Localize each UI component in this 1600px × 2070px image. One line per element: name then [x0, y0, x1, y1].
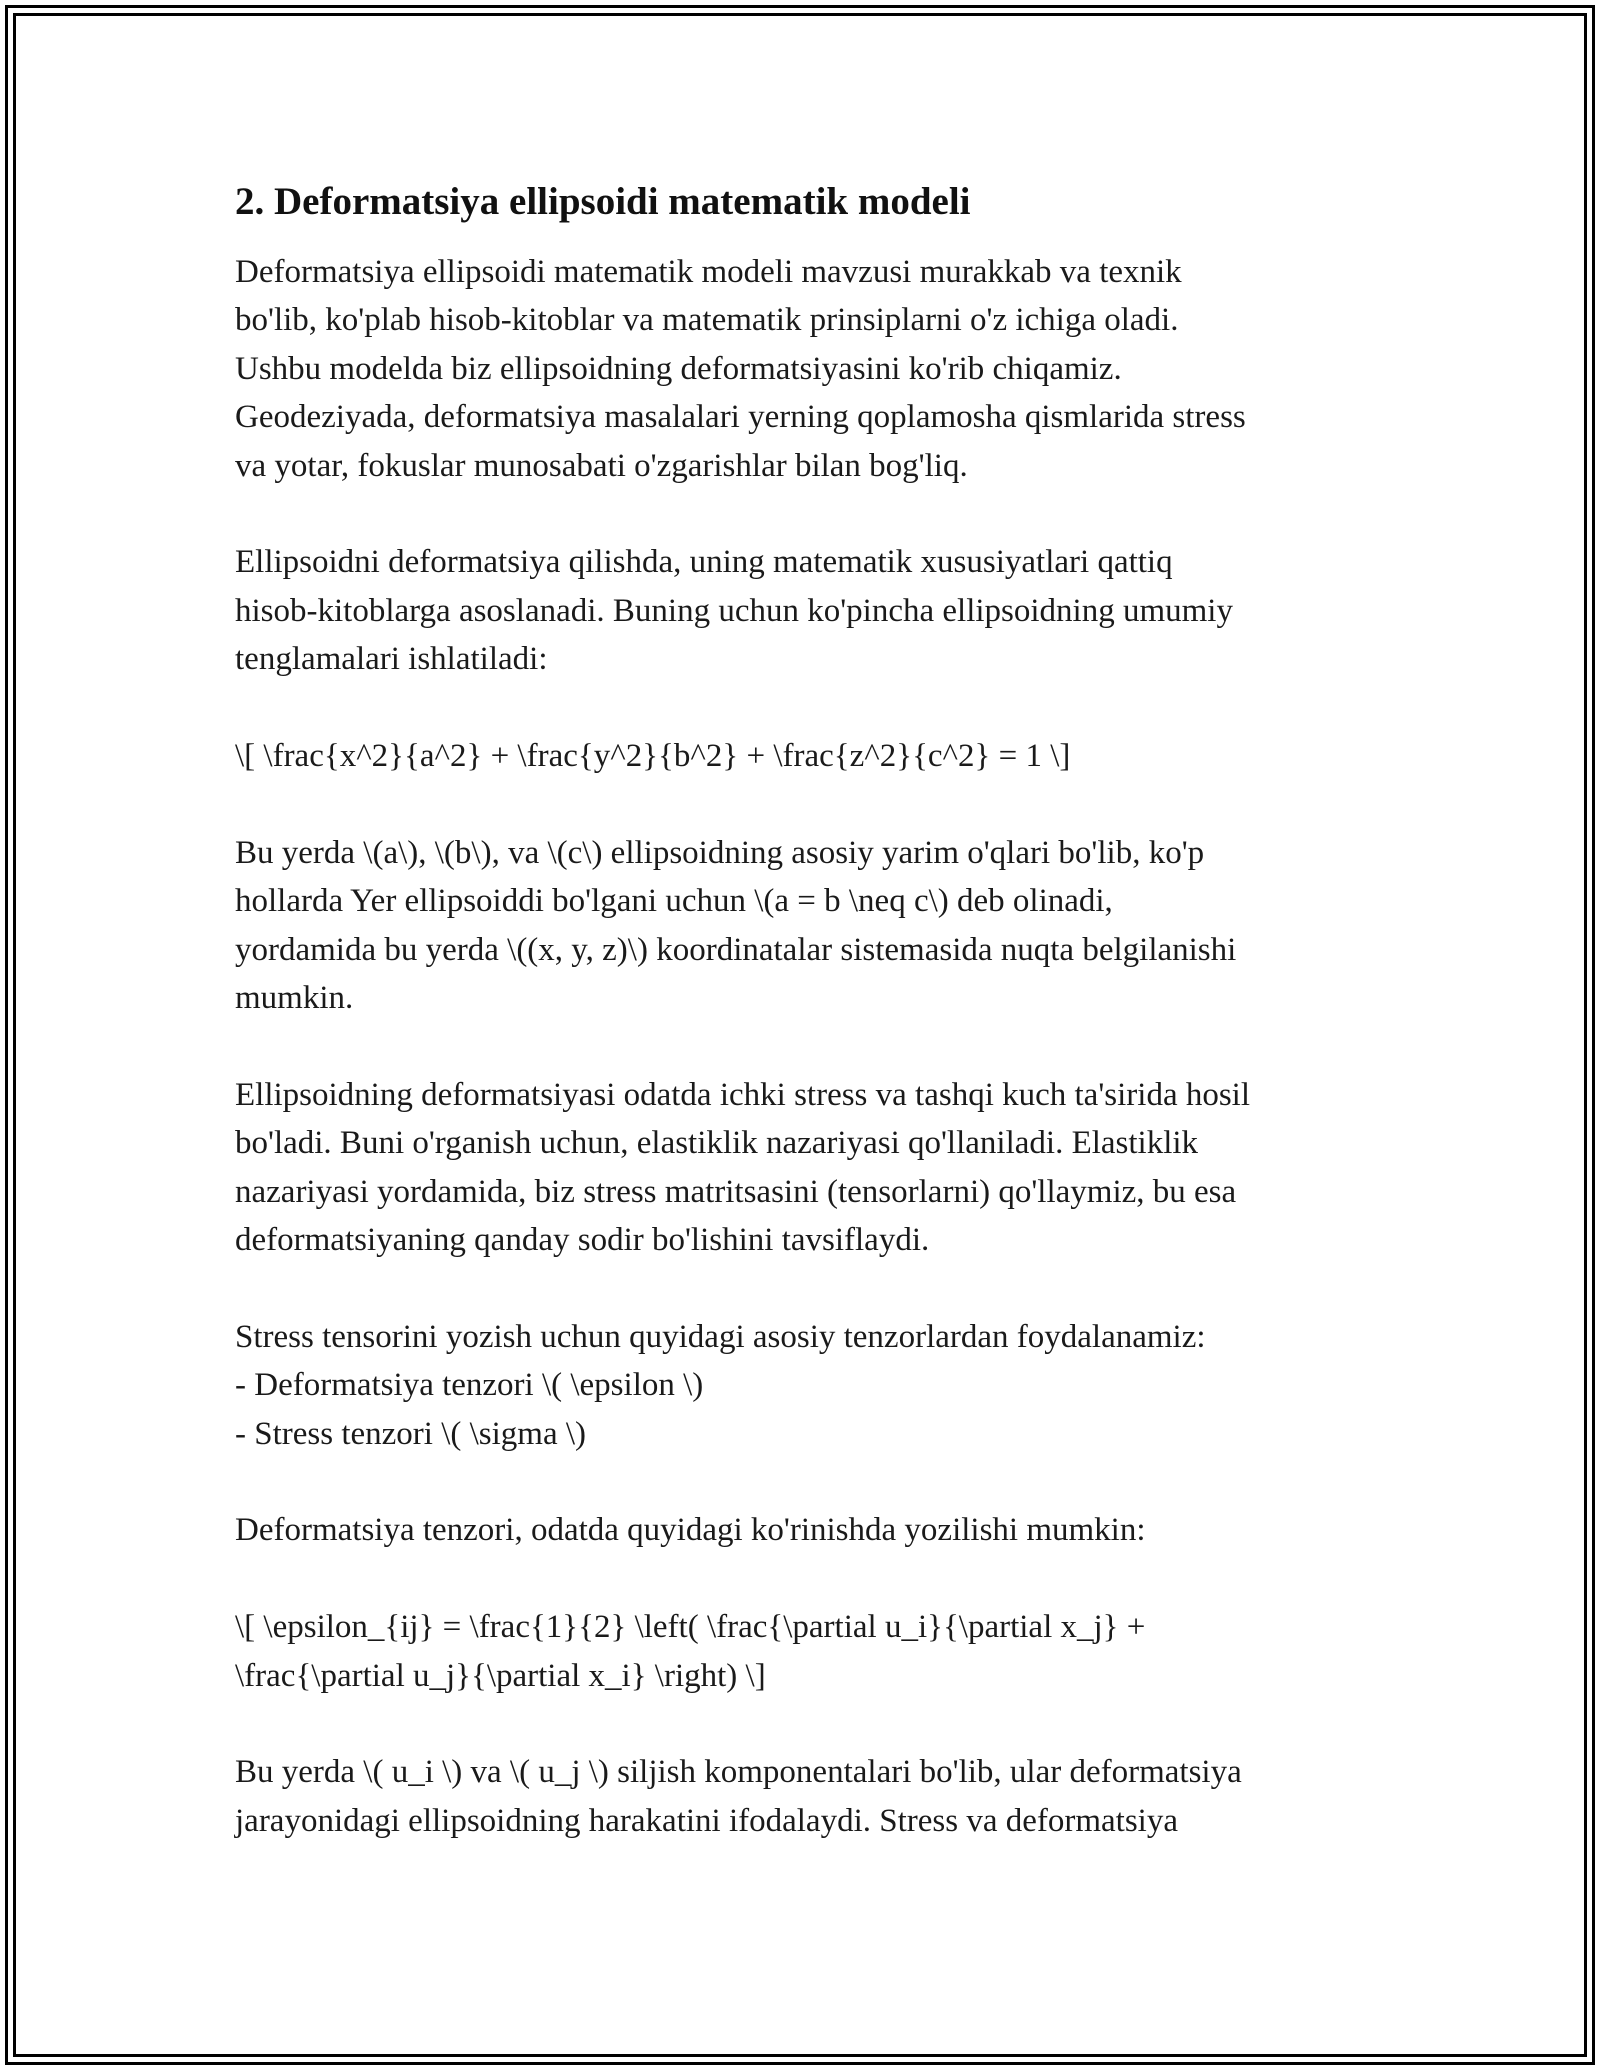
list-item: - Stress tenzori \( \sigma \) [235, 1415, 587, 1452]
paragraph-intro: Deformatsiya ellipsoidi matematik modeli mavzusi murakkab va texnik bo'lib, ko'plab hisob-kitoblar va matematik prinsiplarni o'z ichiga oladi. Ushbu modelda biz ellipsoidning deformatsiyasini ko'rib chiqamiz. Geodeziyada, deformatsiya masalalari yerning qoplamosha qismlarida stress va yotar, fokuslar munosabati o'zgarishlar bilan bog'liq. [235, 254, 1246, 484]
formula-strain-tensor: \[ \epsilon_{ij} = \frac{1}{2} \left( \frac{\partial u_i}{\partial x_j} + \frac{\partial u_j}{\partial x_i} \right) \] [235, 1609, 1146, 1694]
paragraph-tensors-intro: Stress tensorini yozish uchun quyidagi asosiy tenzorlardan foydalanamiz: [235, 1318, 1206, 1355]
section-heading: 2. Deformatsiya ellipsoidi matematik modeli [235, 180, 971, 223]
list-item: - Deformatsiya tenzori \( \epsilon \) [235, 1367, 704, 1404]
document-body [235, 178, 1375, 1845]
paragraph-displacement: Bu yerda \( u_i \) va \( u_j \) siljish komponentalari bo'lib, ular deformatsiya jarayonidagi ellipsoidning harakatini ifodalaydi. Stress va deformatsiya [235, 1754, 1242, 1839]
paragraph-semi-axes: Bu yerda \(a\), \(b\), va \(c\) ellipsoidning asosiy yarim o'qlari bo'lib, ko'p hollarda Yer ellipsoiddi bo'lgani uchun \(a = b \neq c\) deb olinadi, yordamida bu yerda \((x, y, z)\) koordinatalar sistemasida nuqta belgilanishi mumkin. [235, 834, 1237, 1017]
formula-ellipsoid: \[ \frac{x^2}{a^2} + \frac{y^2}{b^2} + \frac{z^2}{c^2} = 1 \] [235, 738, 1071, 775]
paragraph-ellipsoid-equations: Ellipsoidni deformatsiya qilishda, uning matematik xususiyatlari qattiq hisob-kitoblarga asoslanadi. Buning uchun ko'pincha ellipsoidning umumiy tenglamalari ishlatiladi: [235, 544, 1233, 678]
paragraph-elasticity: Ellipsoidning deformatsiyasi odatda ichki stress va tashqi kuch ta'sirida hosil bo'ladi. Buni o'rganish uchun, elastiklik nazariyasi qo'llaniladi. Elastiklik nazariyasi yordamida, biz stress matritsasini (tensorlarni) qo'llaymiz, bu esa deformatsiyaning qanday sodir bo'lishini tavsiflaydi. [235, 1076, 1251, 1259]
paragraph-strain-tensor: Deformatsiya tenzori, odatda quyidagi ko'rinishda yozilishi mumkin: [235, 1512, 1146, 1549]
tensor-list [235, 1361, 1375, 1458]
